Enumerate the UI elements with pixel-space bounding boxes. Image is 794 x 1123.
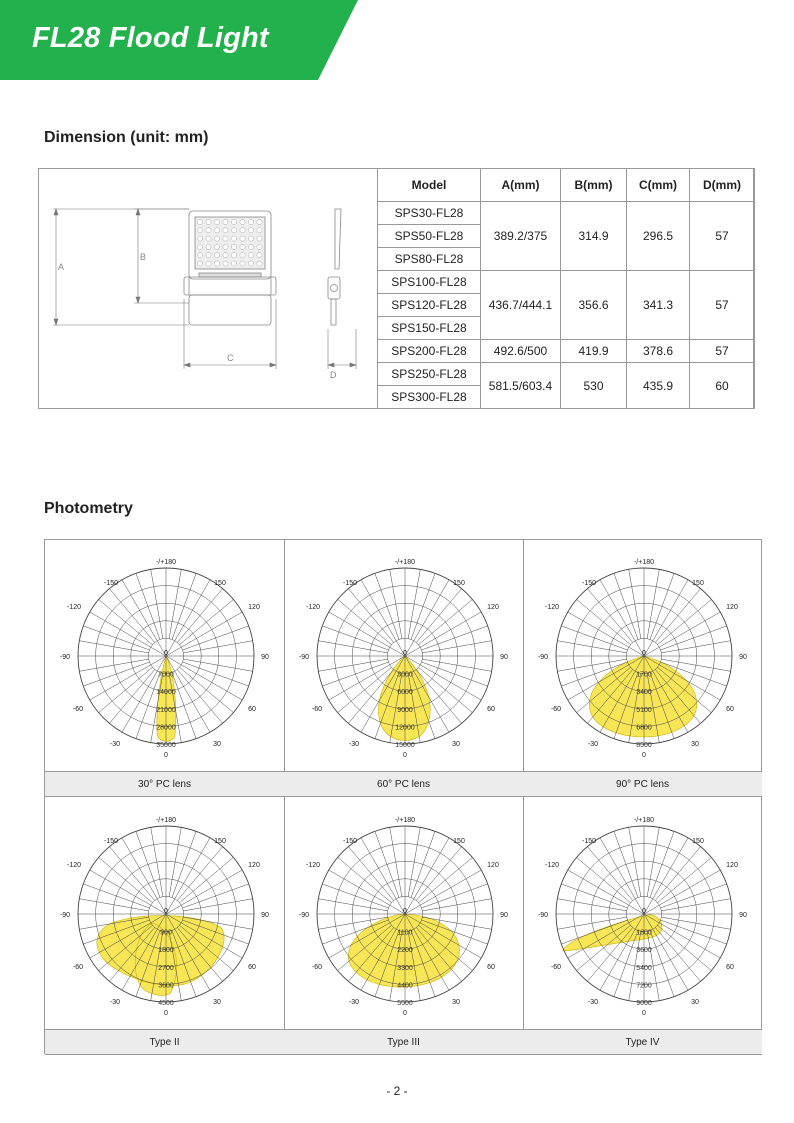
table-header-row — [378, 169, 755, 202]
polar-spoke — [318, 641, 387, 653]
polar-spoke — [348, 847, 393, 901]
polar-spoke — [169, 569, 181, 638]
b-cell: 419.9 — [561, 340, 627, 363]
table-row — [378, 340, 755, 363]
polar-spoke — [109, 670, 154, 724]
ring-value-label: 9000 — [636, 1000, 652, 1007]
photometry-grid — [44, 539, 762, 1054]
polar-spoke — [419, 857, 473, 902]
c-cell: 296.5 — [627, 202, 690, 271]
ring-value-label: 3300 — [397, 964, 413, 972]
ring-value-label: 5400 — [636, 964, 652, 972]
polar-spoke — [422, 659, 491, 671]
polar-spoke — [177, 847, 222, 901]
angle-label: -/+180 — [633, 817, 655, 824]
angle-label: -90 — [298, 654, 310, 661]
ring-value-label: 14000 — [156, 689, 176, 697]
angle-label: 120 — [487, 862, 499, 869]
angle-label: 120 — [487, 604, 499, 611]
polar-spoke — [557, 899, 626, 911]
table-row — [378, 202, 755, 225]
angle-label: -90 — [59, 912, 71, 919]
ring-value-label: 2200 — [397, 947, 413, 955]
header-c: C(mm) — [627, 169, 690, 202]
polar-spoke — [658, 599, 712, 644]
angle-label: 150 — [692, 580, 704, 587]
polar-spoke — [658, 857, 712, 902]
angle-label: -90 — [537, 912, 549, 919]
polar-spoke — [661, 626, 727, 650]
polar-spoke — [411, 831, 435, 897]
ring-value-label: 7000 — [158, 671, 174, 679]
polar-plot — [284, 798, 523, 1028]
ring-value-label: 28000 — [156, 724, 176, 732]
ring-value-label: 6000 — [397, 689, 413, 697]
angle-label: -30 — [109, 999, 121, 1006]
ring-value-label: 6800 — [636, 724, 652, 732]
ring-value-label: 1800 — [158, 947, 174, 955]
polar-spoke — [661, 641, 730, 653]
page-title: FL28 Flood Light — [32, 22, 269, 54]
angle-label: -90 — [537, 654, 549, 661]
c-cell: 341.3 — [627, 271, 690, 340]
angle-label: 120 — [726, 862, 738, 869]
polar-spoke — [416, 847, 461, 901]
ring-value-label: 4500 — [158, 1000, 174, 1007]
angle-label: 30 — [213, 999, 221, 1006]
polar-spoke — [177, 670, 222, 724]
polar-spoke — [408, 827, 420, 896]
polar-spoke — [650, 931, 674, 997]
angle-label: 0 — [164, 650, 168, 657]
angle-label: 60 — [726, 964, 734, 971]
angle-label: -/+180 — [633, 559, 655, 566]
polar-spoke — [390, 569, 402, 638]
table-row — [378, 271, 755, 294]
angle-label: -30 — [348, 741, 360, 748]
angle-label: 90 — [739, 912, 747, 919]
polar-spoke — [338, 599, 392, 644]
polar-spoke — [587, 847, 632, 901]
polar-spoke — [322, 884, 388, 908]
ring-value-label: 5500 — [397, 1000, 413, 1007]
angle-label: -120 — [305, 604, 321, 611]
angle-label: 30 — [452, 741, 460, 748]
ring-value-label: 4400 — [397, 982, 413, 990]
b-cell: 356.6 — [561, 271, 627, 340]
polar-spoke — [151, 569, 163, 638]
angle-label: 60 — [248, 964, 256, 971]
angle-label: 60 — [726, 706, 734, 713]
polar-spoke — [177, 589, 222, 643]
a-cell: 389.2/375 — [481, 202, 561, 271]
polar-spoke — [136, 573, 160, 639]
angle-label: -/+180 — [155, 817, 177, 824]
angle-label: 120 — [726, 604, 738, 611]
angle-label: 90 — [261, 654, 269, 661]
polar-spoke — [661, 899, 730, 911]
angle-label: -60 — [72, 706, 84, 713]
polar-spoke — [661, 884, 727, 908]
dimension-panel — [38, 168, 754, 409]
polar-spoke — [655, 847, 700, 901]
dimension-label-a: A — [58, 262, 65, 272]
angle-label: 0 — [642, 752, 646, 759]
table-row — [378, 363, 755, 386]
angle-label: 30 — [691, 999, 699, 1006]
angle-label: 0 — [403, 1010, 407, 1017]
angle-label: -60 — [311, 964, 323, 971]
d-cell: 57 — [690, 202, 755, 271]
polar-spoke — [375, 831, 399, 897]
angle-label: -150 — [581, 580, 597, 587]
angle-label: -150 — [103, 580, 119, 587]
polar-spoke — [318, 659, 387, 671]
polar-spoke — [172, 573, 196, 639]
header-d: D(mm) — [690, 169, 755, 202]
angle-label: 30 — [691, 741, 699, 748]
polar-spoke — [183, 884, 249, 908]
angle-label: 150 — [214, 838, 226, 845]
polar-spoke — [629, 827, 641, 896]
polar-spoke — [318, 899, 387, 911]
polar-spoke — [655, 928, 700, 982]
polar-spoke — [375, 573, 399, 639]
polar-spoke — [183, 659, 252, 671]
product-dimension-drawing — [39, 169, 377, 408]
angle-label: 150 — [453, 838, 465, 845]
header-b: B(mm) — [561, 169, 627, 202]
angle-label: -30 — [587, 741, 599, 748]
polar-spoke — [422, 662, 488, 686]
dimension-label-c: C — [227, 353, 234, 363]
ring-value-label: 12000 — [395, 724, 415, 732]
model-cell: SPS250-FL28 — [378, 363, 481, 386]
ring-value-label: 7200 — [636, 982, 652, 990]
diagram-caption: 30° PC lens — [45, 771, 284, 797]
ring-value-label: 5100 — [636, 706, 652, 714]
polar-spoke — [629, 569, 641, 638]
polar-spoke — [79, 899, 148, 911]
polar-spoke — [183, 641, 252, 653]
polar-spoke — [422, 641, 491, 653]
polar-spoke — [183, 626, 249, 650]
angle-label: 60 — [487, 706, 495, 713]
ring-value-label: 1700 — [636, 671, 652, 679]
model-cell: SPS300-FL28 — [378, 386, 481, 409]
angle-label: -120 — [544, 862, 560, 869]
polar-spoke — [614, 831, 638, 897]
polar-spoke — [99, 857, 153, 902]
polar-spoke — [180, 857, 234, 902]
polar-spoke — [151, 827, 163, 896]
ring-value-label: 15000 — [395, 742, 415, 749]
ring-value-label: 2700 — [158, 964, 174, 972]
polar-spoke — [180, 667, 234, 712]
polar-spoke — [322, 662, 388, 686]
polar-spoke — [411, 573, 435, 639]
ring-value-label: 1100 — [397, 929, 413, 937]
model-cell: SPS120-FL28 — [378, 294, 481, 317]
angle-label: -150 — [103, 838, 119, 845]
angle-label: 0 — [642, 908, 646, 915]
polar-spoke — [136, 831, 160, 897]
ring-value-label: 8500 — [636, 742, 652, 749]
ring-value-label: 9000 — [397, 706, 413, 714]
d-cell: 60 — [690, 363, 755, 409]
c-cell: 378.6 — [627, 340, 690, 363]
d-cell: 57 — [690, 271, 755, 340]
dimension-table — [377, 168, 755, 409]
polar-spoke — [79, 641, 148, 653]
model-cell: SPS100-FL28 — [378, 271, 481, 294]
header-a: A(mm) — [481, 169, 561, 202]
polar-spoke — [83, 626, 149, 650]
angle-label: -150 — [342, 580, 358, 587]
angle-label: 30 — [213, 741, 221, 748]
ring-value-label: 3400 — [636, 689, 652, 697]
b-cell: 314.9 — [561, 202, 627, 271]
polar-spoke — [338, 857, 392, 902]
angle-label: -90 — [59, 654, 71, 661]
d-cell: 57 — [690, 340, 755, 363]
a-cell: 436.7/444.1 — [481, 271, 561, 340]
polar-spoke — [647, 569, 659, 638]
polar-spoke — [650, 573, 674, 639]
angle-label: -30 — [348, 999, 360, 1006]
polar-spoke — [322, 626, 388, 650]
polar-spoke — [109, 589, 154, 643]
polar-spoke — [183, 662, 249, 686]
angle-label: -/+180 — [155, 559, 177, 566]
polar-spoke — [416, 589, 461, 643]
angle-label: 150 — [453, 580, 465, 587]
model-cell: SPS80-FL28 — [378, 248, 481, 271]
angle-label: -60 — [72, 964, 84, 971]
polar-spoke — [577, 857, 631, 902]
polar-spoke — [587, 589, 632, 643]
polar-spoke — [577, 599, 631, 644]
angle-label: -150 — [342, 838, 358, 845]
model-cell: SPS200-FL28 — [378, 340, 481, 363]
b-cell: 530 — [561, 363, 627, 409]
dimension-section-title: Dimension (unit: mm) — [44, 129, 209, 146]
header-model: Model — [378, 169, 481, 202]
diagram-caption: Type IV — [523, 1029, 762, 1055]
angle-label: 0 — [164, 908, 168, 915]
polar-spoke — [83, 884, 149, 908]
angle-label: -120 — [544, 604, 560, 611]
angle-label: 30 — [452, 999, 460, 1006]
angle-label: 120 — [248, 862, 260, 869]
dimension-label-b: B — [140, 252, 147, 262]
angle-label: -30 — [109, 741, 121, 748]
side-view — [328, 209, 341, 325]
header-banner — [0, 0, 360, 80]
ring-value-label: 1800 — [636, 929, 652, 937]
angle-label: -120 — [305, 862, 321, 869]
polar-plot — [45, 798, 284, 1028]
ring-value-label: 35000 — [156, 742, 176, 749]
photometry-section-title: Photometry — [44, 500, 133, 517]
model-cell: SPS50-FL28 — [378, 225, 481, 248]
angle-label: -120 — [66, 604, 82, 611]
angle-label: 0 — [642, 1010, 646, 1017]
angle-label: -30 — [587, 999, 599, 1006]
polar-spoke — [422, 884, 488, 908]
polar-spoke — [561, 884, 627, 908]
polar-spoke — [561, 626, 627, 650]
diagram-caption: Type III — [284, 1029, 523, 1055]
ring-value-label: 3600 — [158, 982, 174, 990]
polar-spoke — [408, 569, 420, 638]
polar-spoke — [658, 925, 712, 970]
diagram-caption: Type II — [45, 1029, 284, 1055]
ring-value-label: 900 — [160, 929, 172, 937]
a-cell: 581.5/603.4 — [481, 363, 561, 409]
page-number: - 2 - — [386, 1084, 408, 1098]
polar-spoke — [83, 662, 149, 686]
polar-spoke — [419, 599, 473, 644]
ring-value-label: 21000 — [156, 706, 176, 714]
polar-spoke — [180, 599, 234, 644]
angle-label: 0 — [403, 752, 407, 759]
polar-spoke — [661, 920, 727, 944]
polar-plot — [45, 540, 284, 770]
angle-label: 90 — [739, 654, 747, 661]
angle-label: -/+180 — [394, 559, 416, 566]
angle-label: -60 — [550, 964, 562, 971]
polar-spoke — [172, 831, 196, 897]
polar-plot — [523, 540, 762, 770]
polar-spoke — [99, 599, 153, 644]
a-cell: 492.6/500 — [481, 340, 561, 363]
polar-spoke — [169, 827, 181, 896]
angle-label: 120 — [248, 604, 260, 611]
polar-spoke — [348, 589, 393, 643]
polar-spoke — [647, 827, 659, 896]
diagram-caption: 90° PC lens — [523, 771, 762, 797]
polar-spoke — [183, 899, 252, 911]
angle-label: -/+180 — [394, 817, 416, 824]
c-cell: 435.9 — [627, 363, 690, 409]
angle-label: 150 — [692, 838, 704, 845]
diagram-caption: 60° PC lens — [284, 771, 523, 797]
angle-label: -120 — [66, 862, 82, 869]
polar-spoke — [99, 667, 153, 712]
angle-label: 60 — [248, 706, 256, 713]
angle-label: 0 — [642, 650, 646, 657]
polar-spoke — [109, 847, 154, 901]
angle-label: -90 — [298, 912, 310, 919]
polar-spoke — [79, 659, 148, 671]
angle-label: 60 — [487, 964, 495, 971]
angle-label: 150 — [214, 580, 226, 587]
polar-spoke — [655, 589, 700, 643]
angle-label: 0 — [403, 650, 407, 657]
angle-label: -60 — [311, 706, 323, 713]
ring-value-label: 3600 — [636, 947, 652, 955]
model-cell: SPS150-FL28 — [378, 317, 481, 340]
polar-spoke — [390, 827, 402, 896]
angle-label: 90 — [261, 912, 269, 919]
polar-plot — [284, 540, 523, 770]
polar-spoke — [422, 626, 488, 650]
dimension-label-d: D — [330, 370, 337, 380]
model-cell: SPS30-FL28 — [378, 202, 481, 225]
angle-label: 90 — [500, 654, 508, 661]
angle-label: 0 — [403, 908, 407, 915]
polar-plot — [523, 798, 762, 1028]
polar-spoke — [614, 573, 638, 639]
polar-spoke — [661, 917, 730, 929]
angle-label: 0 — [164, 752, 168, 759]
ring-value-label: 3000 — [397, 671, 413, 679]
polar-spoke — [422, 899, 491, 911]
angle-label: 90 — [500, 912, 508, 919]
angle-label: 0 — [164, 1010, 168, 1017]
polar-spoke — [650, 831, 674, 897]
front-view — [184, 211, 276, 325]
angle-label: -150 — [581, 838, 597, 845]
angle-label: -60 — [550, 706, 562, 713]
polar-spoke — [557, 641, 626, 653]
